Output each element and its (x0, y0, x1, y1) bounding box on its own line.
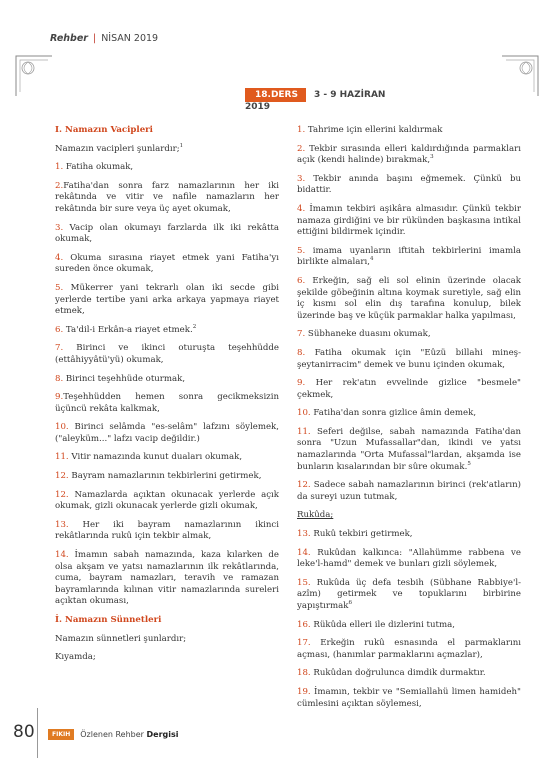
item-text: Mükerrer yani tekrarlı olan iki secde gibi yerlerde tertibe yani arka arkaya yapmaya riayet etmek, (55, 282, 279, 317)
footnote-ref: 5 (467, 460, 471, 467)
brand-logo: Rehber (50, 33, 88, 44)
item-number: 11. (55, 452, 69, 463)
item-text: Teşehhüdden hemen sonra gecikmeksizin üçüncü rekâta kalkmak, (55, 392, 279, 414)
item-text: Her rek'atın evvelinde gizlice "besmele" çekmek, (297, 378, 521, 400)
section-heading (55, 125, 279, 137)
item-text: Fatiha'dan sonra farz namazlarının her iki rekâtında ve vitir ve nafile namazların her rekâtında bir sure veya üç ayet okumak, (55, 180, 279, 214)
item-number: 8. (55, 373, 64, 384)
paragraph (297, 668, 521, 680)
item-number: 5. (297, 245, 306, 256)
item-text: Tahrime için ellerini kaldırmak (305, 125, 443, 135)
paragraph (297, 125, 521, 137)
item-number: 14. (297, 547, 311, 558)
item-number: 19. (297, 686, 311, 697)
paragraph (55, 162, 279, 174)
paragraph (297, 620, 521, 632)
paragraph (297, 276, 521, 322)
section-heading (55, 615, 279, 627)
item-number: 1. (55, 162, 64, 173)
item-text: Tekbir sırasında elleri kaldırdığında parmakları açık (kendi halinde) bırakmak, (297, 143, 521, 166)
item-text: Namazlarda açıktan okunacak yerlerde açık okumak, gizli okunacak yerlerde gizli okumak, (55, 489, 279, 512)
item-text: İmamın tekbiri aşikâra almasıdır. Çünkü tekbir namaza girdiğini ve bir rükünden başkasına intikal ettiğini bildirmek içindir. (297, 203, 521, 238)
footnote-ref: 2 (192, 323, 197, 330)
item-number: 17. (297, 638, 311, 649)
footnote-ref: 1 (179, 142, 184, 149)
paragraph (55, 253, 279, 276)
item-text: Vacip olan okumayı farzlarda ilk iki rekâtta okumak, (55, 222, 279, 245)
item-text: Kıyamda; (55, 652, 96, 663)
paragraph (55, 283, 279, 318)
paragraph (297, 427, 521, 473)
paragraph (55, 550, 279, 608)
lesson-banner (245, 88, 405, 112)
item-text: Namazın sünnetleri şunlardır; (55, 633, 187, 644)
paragraph (55, 223, 279, 246)
item-text: İ. Namazın Sünnetleri (55, 615, 162, 625)
right-column (297, 125, 521, 717)
item-number: 3. (55, 222, 64, 233)
item-number: 16. (297, 619, 311, 630)
item-number: 7. (55, 343, 64, 354)
item-text: imama uyanların iftitah tekbirlerini imamla birlikte almaları, (297, 245, 521, 268)
item-number: 4. (297, 203, 306, 214)
paragraph (297, 548, 521, 571)
paragraph (55, 343, 279, 366)
footer-label (48, 729, 179, 740)
page-number: 80 (13, 722, 35, 742)
item-text: Sübhaneke duasını okumak, (305, 329, 431, 340)
item-number: 13. (55, 519, 69, 530)
item-number: 15. (297, 577, 311, 588)
item-text: I. Namazın Vacipleri (55, 125, 153, 135)
item-text: Fatiha'dan sonra gizlice âmin demek, (310, 408, 477, 419)
ornament-icon (14, 52, 54, 98)
paragraph (297, 638, 521, 661)
paragraph (297, 246, 521, 269)
item-number: 6. (297, 275, 306, 286)
item-number: 8. (297, 347, 306, 358)
paragraph (297, 529, 521, 541)
item-text: Rukûdan doğrulunca dimdik durmaktır. (310, 668, 486, 679)
footnote-ref: 4 (369, 256, 374, 263)
running-header (50, 33, 158, 44)
item-number: 12. (55, 471, 69, 482)
item-number: 18. (297, 668, 311, 679)
item-text: Rukû tekbiri getirmek, (310, 529, 413, 540)
item-text: Okuma sırasına riayet etmek yani Fatiha'yı sureden önce okumak, (55, 252, 279, 275)
item-text: Rükûda elleri ile dizlerini tutma, (310, 619, 456, 630)
item-number: 1. (297, 125, 306, 135)
left-column (55, 125, 279, 671)
paragraph (297, 578, 521, 613)
item-text: Namazın vacipleri şunlardır; (55, 143, 180, 154)
item-text: Birinci ve ikinci oturuşta teşehhüdde (ettâhiyyâtü'yü) okumak, (55, 343, 279, 365)
item-text: Rukûda üç defa tesbih (Sübhane Rabbiye'l-azîm) getirmek ve topuklarını birbirine yapıştırmak (297, 577, 521, 611)
paragraph (55, 520, 279, 543)
item-text: Seferi değilse, sabah namazında Fatiha'dan sonra "Uzun Mufassallar"dan, ikindi ve yatsı namazlarında "Orta Mufassal"lardan, akşamda ise bunların kısalarından bir sûre okumak. (297, 426, 521, 472)
item-text: Birinci selâmda "es-selâm" lafzını söylemek, ("aleyküm..." lafzı vacip değildir.) (55, 422, 279, 444)
item-number: 11. (297, 426, 311, 437)
paragraph (55, 392, 279, 415)
ornament-icon (500, 52, 540, 98)
item-text: Bayram namazlarının tekbirlerini getirmek, (68, 471, 262, 482)
item-number: 2. (297, 143, 306, 154)
item-number: 9. (55, 392, 64, 403)
section-badge: FIKIH (48, 729, 74, 740)
item-text: İmamın, tekbir ve "Semiallahü limen hamideh" cümlesini açıktan söylemesi, (297, 686, 521, 709)
paragraph (297, 378, 521, 401)
paragraph (297, 687, 521, 710)
item-number: 10. (55, 422, 69, 433)
paragraph (55, 374, 279, 386)
item-text: Ta'dil-i Erkân-a riayet etmek. (63, 324, 193, 335)
item-number: 2. (55, 180, 64, 191)
header-separator: | (92, 33, 97, 44)
paragraph (55, 634, 279, 646)
item-text: İmamın sabah namazında, kaza kılarken de olsa akşam ve yatsı namazlarının ilk rekâtlarında, cuma, bayram namazları, teravih ve ramazan bayramlarında kılınan vitir namazlarında sureleri açıktan okuması, (55, 550, 279, 607)
item-text: Erkeğin rukû esnasında el parmaklarını açması, (hanımlar parmaklarını açmazlar), (297, 638, 521, 660)
item-number: 14. (55, 550, 69, 561)
item-text: Her iki bayram namazlarının ikinci rekâtlarında rukû için tekbir almak, (55, 519, 279, 542)
paragraph (55, 490, 279, 513)
paragraph (55, 422, 279, 445)
item-number: 12. (297, 480, 311, 491)
item-number: 10. (297, 408, 311, 419)
lesson-dates: 3 - 9 HAZİRAN 2019 (245, 90, 386, 112)
paragraph (55, 325, 279, 337)
item-text: Rukûda; (297, 510, 334, 521)
paragraph (297, 348, 521, 371)
paragraph (297, 329, 521, 341)
item-number: 6. (55, 324, 64, 335)
issue-date: NİSAN 2019 (101, 33, 159, 44)
item-number: 4. (55, 252, 64, 263)
paragraph (297, 174, 521, 197)
item-number: 3. (297, 173, 306, 184)
item-text: Tekbir anında başını eğmemek. Çünkü bu bidattir. (297, 173, 521, 196)
footnote-ref: 6 (348, 600, 352, 607)
paragraph (55, 181, 279, 216)
item-text: Erkeğin, sağ eli sol elinin üzerinde olacak şekilde göbeğinin altına koymak suretiyle, sağ elin iç kısmı sol elin dış tarafına konulup, bilek üzerinde baş ve küçük parmaklar halka yapılması, (297, 275, 521, 321)
item-text: Vitir namazında kunut duaları okumak, (68, 452, 243, 463)
paragraph (297, 510, 521, 522)
item-number: 7. (297, 329, 306, 340)
paragraph (297, 204, 521, 239)
paragraph (297, 408, 521, 420)
item-text: Sadece sabah namazlarının birinci (rek'atların) da sureyi uzun tutmak, (297, 480, 521, 502)
footer-divider (37, 708, 38, 758)
item-text: Birinci teşehhüde oturmak, (63, 373, 186, 384)
item-text: Fatiha okumak, (63, 162, 134, 173)
item-text: Rukûdan kalkınca: "Allahümme rabbena ve leke'l-hamd" demek ve bunları gizli söylemek, (297, 547, 521, 570)
item-number: 5. (55, 282, 64, 293)
paragraph (55, 652, 279, 664)
magazine-name: Özlenen Rehber Dergisi (80, 730, 179, 739)
paragraph (297, 144, 521, 167)
item-number: 12. (55, 489, 69, 500)
footnote-ref: 3 (430, 154, 434, 161)
paragraph (55, 452, 279, 464)
item-text: Fatiha okumak için "Eûzü billahi mineş-şeytanirracim" demek ve bunu içinden okumak, (297, 347, 521, 370)
item-number: 13. (297, 529, 311, 540)
lesson-badge: 18.DERS (245, 88, 306, 102)
paragraph (55, 471, 279, 483)
paragraph (297, 480, 521, 503)
item-number: 9. (297, 378, 306, 389)
paragraph (55, 144, 279, 156)
